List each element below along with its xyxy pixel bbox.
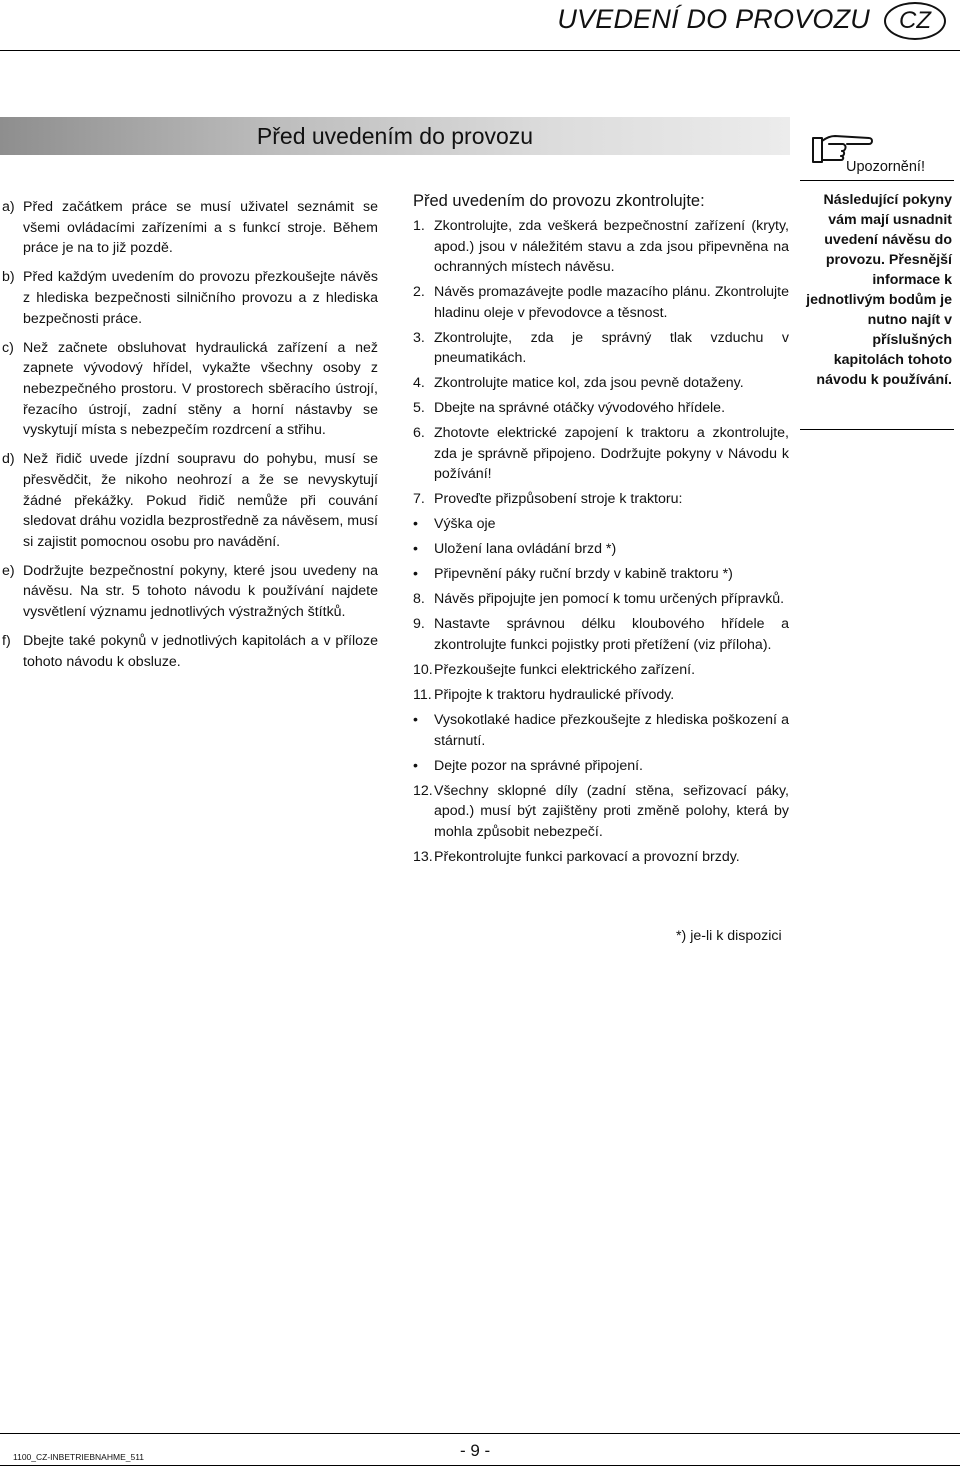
item-label: c): [2, 339, 14, 356]
warning-note: Následující pokyny vám mají usnadnit uvedení návěsu do provozu. Přesnější informace k jednotlivým bodům je nutno najít v příslušných kapitolách tohoto návodu k používání.: [806, 192, 952, 388]
checklist-title: Před uvedením do provozu zkontrolujte:: [413, 192, 705, 210]
item-text: Vysokotlaké hadice přezkoušejte z hlediska poškození a stárnutí.: [434, 711, 789, 749]
checklist-bullet: [413, 539, 789, 560]
item-text: Než začnete obsluhovat hydraulická zařízení a než zapnete vývodový hřídel, vykažte všechny osoby z nebezpečného prostoru. V prostorech sběracího ústrojí, řezacího ústrojí, zadní stěny a horní nástavby se vyskytují místa s nebezpečím rozdrcení a střihu.: [23, 339, 378, 439]
checklist-item: [413, 614, 789, 655]
bullet-icon: •: [413, 566, 418, 583]
item-label: 12.: [413, 782, 433, 799]
item-text: Všechny sklopné díly (zadní stěna, seřizovací páky, apod.) musí být zajištěny proti změně polohy, která by mohla způsobit nebezpečí.: [434, 782, 789, 840]
item-text: Před začátkem práce se musí uživatel seznámit se všemi ovládacími zařízeními a s funkcí stroje. Během práce je na to již pozdě.: [23, 199, 378, 257]
checklist-bullet: [413, 514, 789, 535]
sidebar-rule-bottom: [800, 429, 954, 430]
item-text: Zhotovte elektrické zapojení k traktoru a zkontrolujte, zda je správně připojeno. Dodržujte pokyny v Návodu k požívání!: [434, 425, 789, 483]
item-text: Návěs připojujte jen pomocí k tomu určených přípravků.: [434, 591, 785, 608]
bullet-icon: •: [413, 711, 418, 728]
warning-label: Upozornění!: [846, 159, 925, 175]
item-text: Dbejte na správné otáčky vývodového hřídele.: [434, 400, 726, 417]
item-label: d): [2, 451, 15, 468]
footer-rule: [0, 1433, 960, 1434]
page-number: - 9 -: [460, 1441, 491, 1460]
item-text: Připojte k traktoru hydraulické přívody.: [434, 686, 675, 703]
instruction-item: [2, 267, 378, 329]
instruction-item: [2, 338, 378, 441]
header-rule: [0, 50, 960, 51]
item-text: Před každým uvedením do provozu přezkoušejte návěs z hlediska bezpečnosti silničního provozu a z hlediska bezpečnosti práce.: [23, 269, 378, 327]
checklist-item: [413, 423, 789, 485]
item-label: 8.: [413, 591, 425, 608]
item-text: Zkontrolujte, zda veškerá bezpečnostní zařízení (kryty, apod.) jsou v náležitém stavu a zda jsou připevněna na ochranných místech návěsu.: [434, 218, 789, 276]
checklist-item: [413, 660, 789, 681]
item-text: Zkontrolujte matice kol, zda jsou pevně dotaženy.: [434, 375, 744, 392]
item-label: f): [2, 633, 11, 650]
item-label: a): [2, 199, 15, 215]
item-label: 11.: [413, 686, 432, 703]
item-label: 7.: [413, 491, 425, 508]
item-label: 13.: [413, 848, 433, 865]
item-label: 2.: [413, 284, 425, 301]
section-title: Před uvedením do provozu: [256, 123, 534, 149]
checklist-bullet: [413, 564, 789, 585]
bullet-icon: •: [413, 541, 418, 558]
item-text: Návěs promazávejte podle mazacího plánu. Zkontrolujte hladinu oleje v převodovce a těsnost.: [434, 284, 789, 321]
document-code: 1100_CZ-INBETRIEBNAHME_511: [13, 1452, 145, 1462]
bullet-icon: •: [413, 516, 418, 533]
checklist-bullet: [413, 710, 789, 751]
checklist-item: [413, 589, 789, 610]
item-text: Zkontrolujte, zda je správný tlak vzduchu v pneumatikách.: [434, 329, 789, 367]
item-text: Připevnění páky ruční brzdy v kabině traktoru *): [434, 566, 733, 583]
item-text: Proveďte přizpůsobení stroje k traktoru:: [434, 491, 683, 508]
item-text: Dodržujte bezpečnostní pokyny, které jsou uvedeny na návěsu. Na str. 5 tohoto návodu k používání najdete vysvětlení významu jednotlivých výstražných štítků.: [23, 562, 378, 621]
checklist-item: [413, 328, 789, 369]
checklist-item: [413, 489, 789, 510]
footer-rule-bottom: [0, 1465, 960, 1466]
item-label: 9.: [413, 616, 425, 633]
item-text: Nastavte správnou délku kloubového hřídele a zkontrolujte funkci pojistky proti přetížení (viz příloha).: [434, 616, 789, 653]
bullet-icon: •: [413, 757, 418, 774]
checklist-item: [413, 282, 789, 323]
footnote: *) je-li k dispozici: [676, 928, 782, 944]
instruction-item: [2, 197, 378, 259]
language-badge: CZ: [884, 2, 946, 40]
item-label: 4.: [413, 375, 425, 392]
instruction-item: [2, 449, 378, 552]
item-label: 3.: [413, 329, 425, 346]
checklist: [413, 190, 789, 872]
item-label: e): [2, 562, 15, 579]
checklist-item: [413, 847, 789, 868]
checklist-bullet: [413, 756, 789, 777]
checklist-item: [413, 685, 789, 706]
item-label: b): [2, 269, 15, 286]
item-text: Přezkoušejte funkci elektrického zařízení.: [434, 661, 696, 678]
safety-instructions-list: [2, 197, 378, 681]
item-label: 5.: [413, 400, 425, 417]
item-text: Výška oje: [434, 516, 496, 533]
item-label: 10.: [413, 661, 433, 678]
item-label: 1.: [413, 218, 425, 234]
item-text: Než řidič uvede jízdní soupravu do pohybu, musí se přesvědčit, že nikoho neohrozí a že se nevyskytují žádné překážky. Pokud řidič nemůže při couvání sledovat dráhu vozidla bezprostředně za návěsem, musí si zajistit pomocnou osobu pro navádění.: [23, 451, 378, 550]
page-header-title: UVEDENÍ DO PROVOZU: [557, 4, 870, 34]
checklist-item: [413, 398, 789, 419]
instruction-item: [2, 631, 378, 672]
sidebar-rule-top: [800, 180, 954, 181]
instruction-item: [2, 561, 378, 623]
checklist-item: [413, 216, 789, 278]
item-text: Dbejte také pokynů v jednotlivých kapitolách a v příloze tohoto návodu k obsluze.: [23, 633, 378, 670]
item-text: Dejte pozor na správné připojení.: [434, 757, 643, 774]
item-text: Překontrolujte funkci parkovací a provozní brzdy.: [434, 848, 740, 865]
checklist-item: [413, 373, 789, 394]
item-label: 6.: [413, 425, 425, 442]
item-text: Uložení lana ovládání brzd *): [434, 541, 617, 558]
checklist-item: [413, 781, 789, 843]
